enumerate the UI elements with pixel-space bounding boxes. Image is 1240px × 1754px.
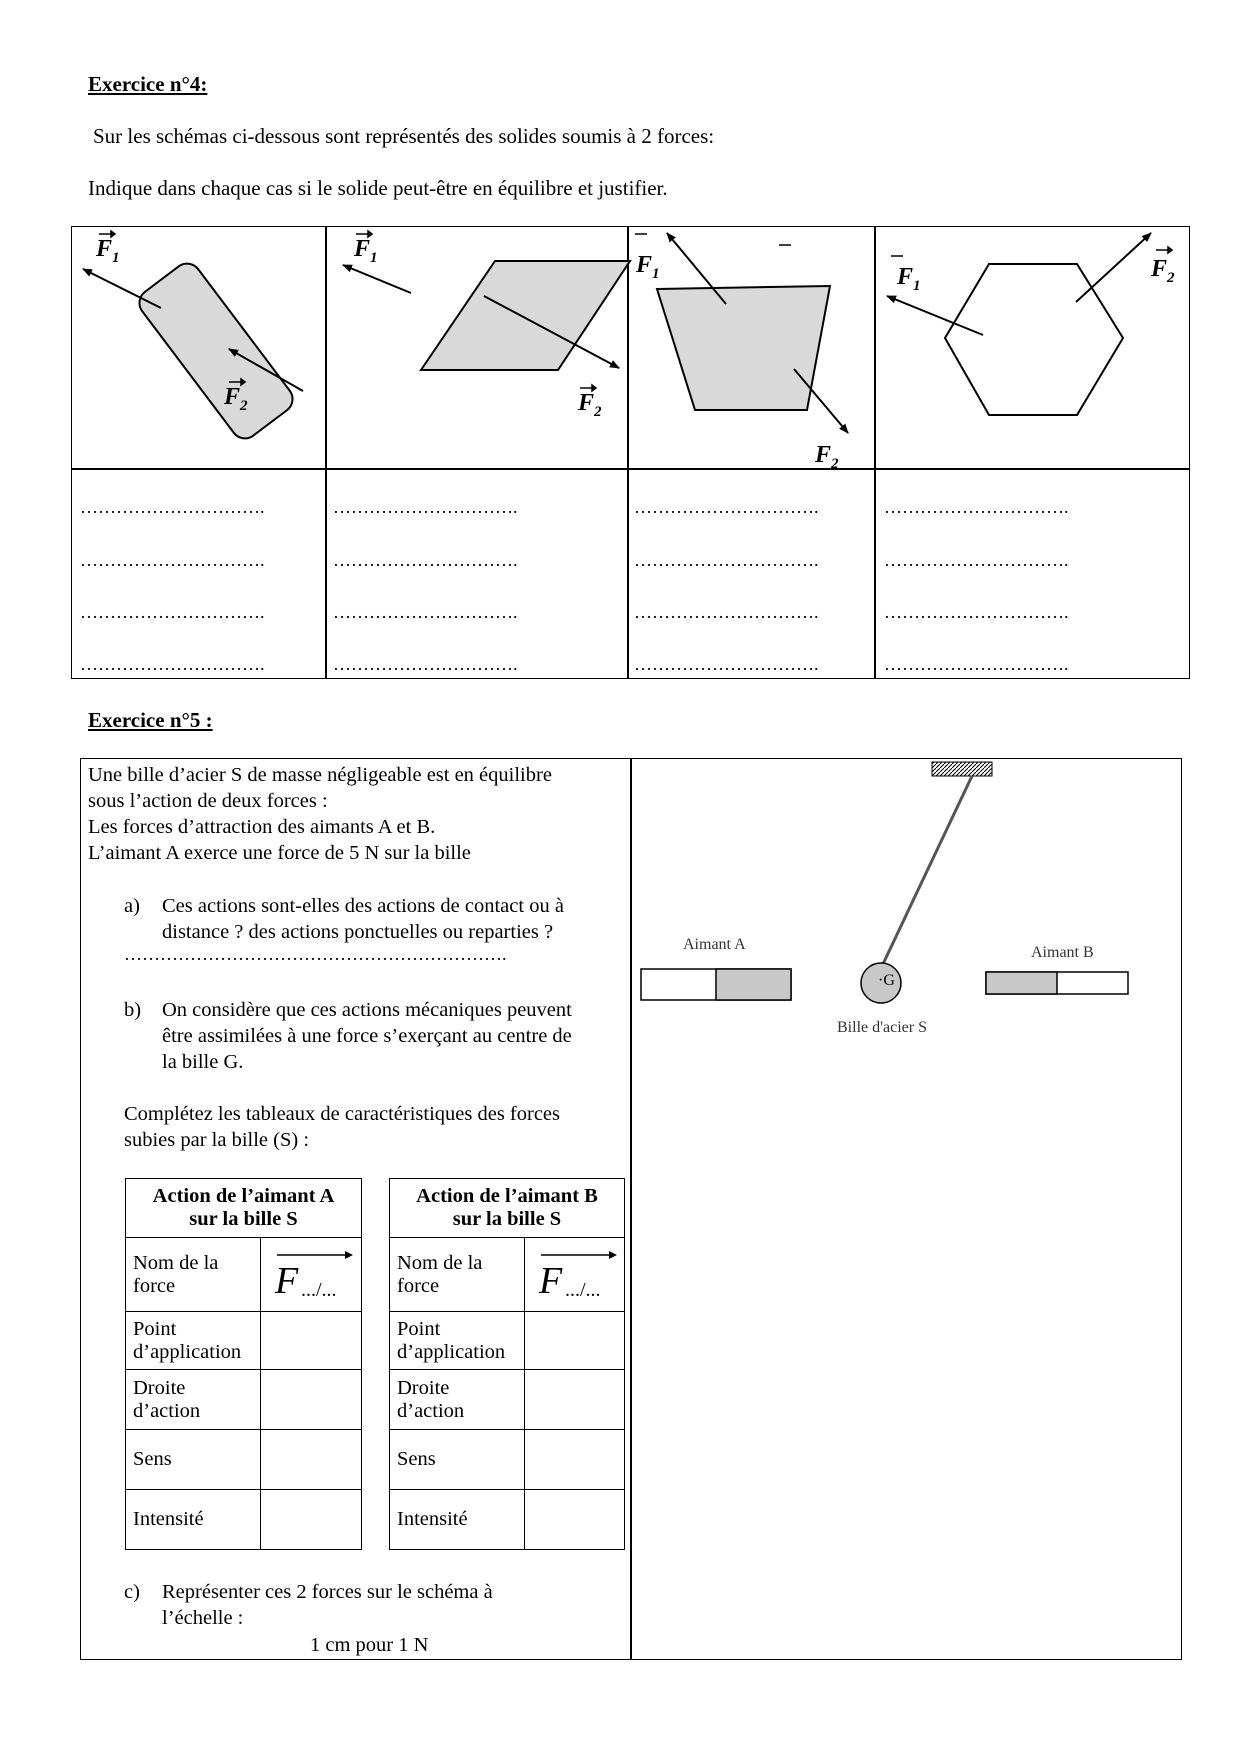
row-droite: Droite d’action (126, 1370, 261, 1430)
ex4-question: Indique dans chaque cas si le solide peut-être en équilibre et justifier. (88, 176, 668, 200)
question-a-answer[interactable]: ………………………………………………………. (124, 944, 507, 964)
cell-droite-b[interactable] (525, 1370, 625, 1430)
force-notation-a[interactable]: F .../... (261, 1238, 362, 1312)
magnet-a-label: Aimant A (683, 936, 746, 953)
answer-line[interactable]: …………………………. (884, 497, 1069, 517)
answer-line[interactable]: …………………………. (884, 654, 1069, 674)
row-nom: Nom de la force (390, 1238, 525, 1312)
answer-line[interactable]: …………………………. (884, 602, 1069, 622)
table-aimant-a (125, 1178, 362, 1550)
cell-intensite-b[interactable] (525, 1490, 625, 1550)
row-intensite: Intensité (390, 1490, 525, 1550)
answer-line[interactable]: …………………………. (80, 602, 265, 622)
label-f1: $F_1$ (96, 236, 120, 266)
ex4-row-divider (71, 468, 1190, 470)
question-c-marker: c) (124, 1581, 140, 1603)
label-f1: $F_1$ (897, 264, 921, 294)
label-f1: $F_1$ (636, 252, 660, 282)
ex4-title: Exercice n°4: (88, 72, 208, 96)
cell-intensite-a[interactable] (261, 1490, 362, 1550)
row-point: Point d’application (126, 1312, 261, 1370)
cell-sens-a[interactable] (261, 1430, 362, 1490)
answer-line[interactable]: …………………………. (80, 550, 265, 570)
ex4-intro: Sur les schémas ci-dessous sont représentés des solides soumis à 2 forces: (93, 124, 715, 148)
answer-line[interactable]: …………………………. (333, 550, 518, 570)
question-b-marker: b) (124, 999, 142, 1021)
row-droite: Droite d’action (390, 1370, 525, 1430)
answer-line[interactable]: …………………………. (333, 497, 518, 517)
answer-line[interactable]: …………………………. (634, 550, 819, 570)
ex5-intro: Une bille d’acier S de masse négligeable est en équilibre sous l’action de deux forces : Les forces d’attraction des aimants A et B. L’aimant A exerce une force de 5 N sur la bille (88, 764, 552, 864)
row-sens: Sens (126, 1430, 261, 1490)
ceiling-support (932, 762, 992, 776)
row-sens: Sens (390, 1430, 525, 1490)
question-a-marker: a) (124, 895, 140, 917)
label-f2: $F_2$ (1151, 256, 1175, 286)
answer-line[interactable]: …………………………. (634, 654, 819, 674)
answer-line[interactable]: …………………………. (634, 497, 819, 517)
complete-instruction: Complétez les tableaux de caractéristiques des forces subies par la bille (S) : (124, 1103, 561, 1151)
label-f2: $F_2$ (815, 442, 839, 472)
row-nom: Nom de la force (126, 1238, 261, 1312)
row-intensite: Intensité (126, 1490, 261, 1550)
ex5-title: Exercice n°5 : (88, 708, 213, 732)
figure-3-trapezoid (657, 233, 848, 433)
force-notation-b[interactable]: F .../... (525, 1238, 625, 1312)
cell-droite-a[interactable] (261, 1370, 362, 1430)
answer-line[interactable]: …………………………. (80, 654, 265, 674)
row-point: Point d’application (390, 1312, 525, 1370)
table-aimant-b (389, 1178, 625, 1550)
answer-line[interactable]: …………………………. (333, 654, 518, 674)
cell-sens-b[interactable] (525, 1430, 625, 1490)
answer-line[interactable]: …………………………. (333, 602, 518, 622)
table-a-header: Action de l’aimant A sur la bille S (126, 1179, 362, 1238)
figure-2-parallelogram (343, 261, 630, 370)
label-f1: $F_1$ (354, 236, 378, 266)
scale-text: 1 cm pour 1 N (310, 1634, 429, 1656)
force-arrow (343, 265, 411, 293)
force-arrow (1076, 233, 1151, 302)
ball-label: Bille d'acier S (837, 1019, 927, 1036)
question-a: Ces actions sont-elles des actions de contact ou à distance ? des actions ponctuelles ou reparties ? (162, 895, 564, 943)
figure-1-rectangle (83, 258, 303, 444)
magnet-b-label: Aimant B (1031, 944, 1094, 961)
answer-line[interactable]: …………………………. (634, 602, 819, 622)
ex4-figures (71, 226, 1190, 468)
cell-point-b[interactable] (525, 1312, 625, 1370)
answer-line[interactable]: …………………………. (80, 497, 265, 517)
ball-center-label: ·G (878, 972, 895, 989)
table-b-header: Action de l’aimant B sur la bille S (390, 1179, 625, 1238)
cell-point-a[interactable] (261, 1312, 362, 1370)
label-f2: $F_2$ (224, 384, 248, 414)
figure-4-hexagon (887, 233, 1151, 415)
question-b: On considère que ces actions mécaniques peuvent être assimilées à une force s’exerçant au centre de la bille G. (162, 999, 572, 1073)
answer-line[interactable]: …………………………. (884, 550, 1069, 570)
question-c: Représenter ces 2 forces sur le schéma à l’échelle : (162, 1581, 493, 1629)
label-f2: $F_2$ (578, 390, 602, 420)
thread (883, 776, 972, 964)
